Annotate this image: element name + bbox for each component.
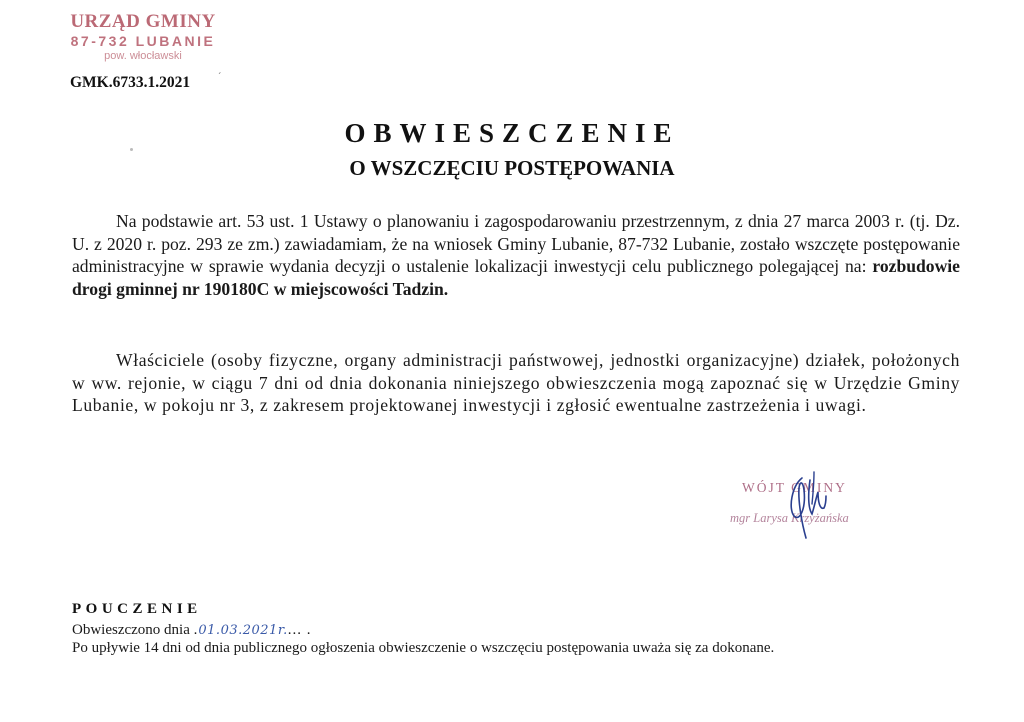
signatory-name: mgr Larysa Krzyżańska bbox=[730, 511, 849, 525]
stamp-postal-address: 87-732 LUBANIE bbox=[70, 33, 216, 49]
document-subtitle: O WSZCZĘCIU POSTĘPOWANIA bbox=[349, 156, 675, 180]
reference-number: GMK.6733.1.2021 bbox=[70, 74, 191, 91]
document-title: OBWIESZCZENIE bbox=[344, 118, 680, 148]
handwritten-posted-date: 01.03.2021r. bbox=[198, 623, 288, 638]
body-paragraph-owners bbox=[72, 349, 960, 417]
posted-date-line bbox=[72, 622, 312, 639]
instruction-note: Po upływie 14 dni od dnia publicznego ogłoszenia obwieszczenie o wszczęciu postępowania uważa się za dokonane. bbox=[72, 640, 775, 656]
pen-mark: ´ bbox=[218, 72, 222, 83]
dots-after: ... . bbox=[287, 622, 312, 638]
stamp-county: pow. włocławski bbox=[104, 50, 182, 62]
instruction-heading: POUCZENIE bbox=[72, 601, 202, 617]
handwritten-signature-icon bbox=[780, 468, 840, 540]
investment-description: rozbudowie drogi gminnej nr 190180C w miejscowości Tadzin. bbox=[72, 256, 960, 299]
paragraph2-text: Właściciele (osoby fizyczne, organy administracji państwowej, jednostki organizacyjne) działek, położonych w ww. rejonie, w ciągu 7 dni od dnia dokonania niniejszego obwieszczenia mogą zapoznać się w Urzędzie Gminy Lubanie, w pokoju nr 3, z zakresem projektowanej inwestycji i zgłosić ewentualne zastrzeżenia i uwagi. bbox=[72, 350, 960, 416]
body-paragraph-legal-basis bbox=[72, 210, 960, 300]
office-stamp bbox=[58, 12, 228, 63]
posted-label: Obwieszczono dnia bbox=[72, 622, 190, 638]
signature-block bbox=[720, 478, 920, 548]
stamp-office-name: URZĄD GMINY bbox=[70, 11, 216, 32]
dots-before: . bbox=[193, 622, 199, 638]
paragraph1-text: Na podstawie art. 53 ust. 1 Ustawy o planowaniu i zagospodarowaniu przestrzennym, z dnia 27 marca 2003 r. (tj. Dz. U. z 2020 r. poz. 293 ze zm.) zawiadamiam, że na wniosek Gminy Lubanie, 87-732 Lubanie, zostało wszczęte postępowanie administracyjne w sprawie wydania decyzji o ustalenie lokalizacji inwestycji celu publicznego polegającej na: bbox=[72, 211, 960, 277]
signatory-title: WÓJT GMINY bbox=[742, 480, 847, 495]
